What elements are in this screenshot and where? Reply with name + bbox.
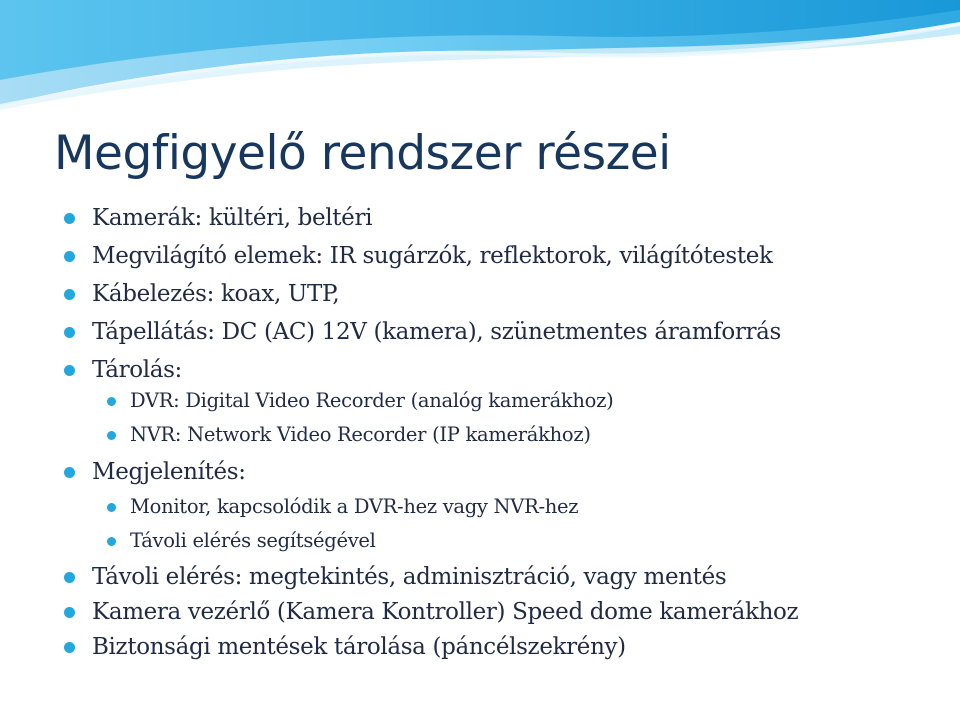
list-item-text: Tápellátás: DC (AC) 12V (kamera), szünetmentes áramforrás bbox=[92, 319, 781, 345]
list-item-text: Monitor, kapcsolódik a DVR-hez vagy NVR-hez bbox=[130, 495, 579, 518]
sub-list-item bbox=[130, 388, 613, 414]
bullet-icon bbox=[64, 213, 75, 224]
list-item-text: Kamera vezérlő (Kamera Kontroller) Speed dome kamerákhoz bbox=[92, 599, 799, 625]
list-item bbox=[92, 203, 372, 233]
bullet-icon bbox=[64, 607, 75, 618]
bullet-icon bbox=[64, 467, 75, 478]
list-item-text: Megvilágító elemek: IR sugárzók, reflektorok, világítótestek bbox=[92, 243, 773, 269]
sub-list-item bbox=[130, 494, 578, 520]
list-item bbox=[92, 562, 726, 592]
list-item bbox=[92, 317, 781, 347]
list-item bbox=[92, 241, 773, 271]
bullet-icon bbox=[64, 572, 75, 583]
list-item bbox=[92, 457, 246, 487]
list-item-text: Kábelezés: koax, UTP, bbox=[92, 281, 340, 307]
bullet-icon bbox=[107, 537, 116, 546]
bullet-icon bbox=[107, 397, 116, 406]
list-item bbox=[92, 597, 798, 627]
decorative-wave-banner bbox=[0, 0, 960, 110]
bullet-icon bbox=[64, 327, 75, 338]
bullet-icon bbox=[64, 289, 75, 300]
list-item-text: Megjelenítés: bbox=[92, 459, 246, 485]
bullet-icon bbox=[107, 431, 116, 440]
sub-list-item bbox=[130, 422, 591, 448]
list-item-text: Tárolás: bbox=[92, 357, 182, 383]
list-item-text: Biztonsági mentések tárolása (páncélszekrény) bbox=[92, 634, 626, 660]
sub-list-item bbox=[130, 528, 376, 554]
list-item-text: Kamerák: kültéri, beltéri bbox=[92, 205, 373, 231]
list-item-text: DVR: Digital Video Recorder (analóg kamerákhoz) bbox=[130, 389, 614, 412]
bullet-icon bbox=[64, 642, 75, 653]
list-item bbox=[92, 279, 339, 309]
list-item bbox=[92, 632, 626, 662]
bullet-icon bbox=[107, 503, 116, 512]
bullet-icon bbox=[64, 365, 75, 376]
list-item-text: Távoli elérés: megtekintés, adminisztráció, vagy mentés bbox=[92, 564, 727, 590]
list-item-text: NVR: Network Video Recorder (IP kamerákhoz) bbox=[130, 423, 591, 446]
bullet-icon bbox=[64, 251, 75, 262]
list-item-text: Távoli elérés segítségével bbox=[130, 529, 376, 552]
slide-title: Megfigyelő rendszer részei bbox=[54, 126, 671, 181]
list-item bbox=[92, 355, 182, 385]
